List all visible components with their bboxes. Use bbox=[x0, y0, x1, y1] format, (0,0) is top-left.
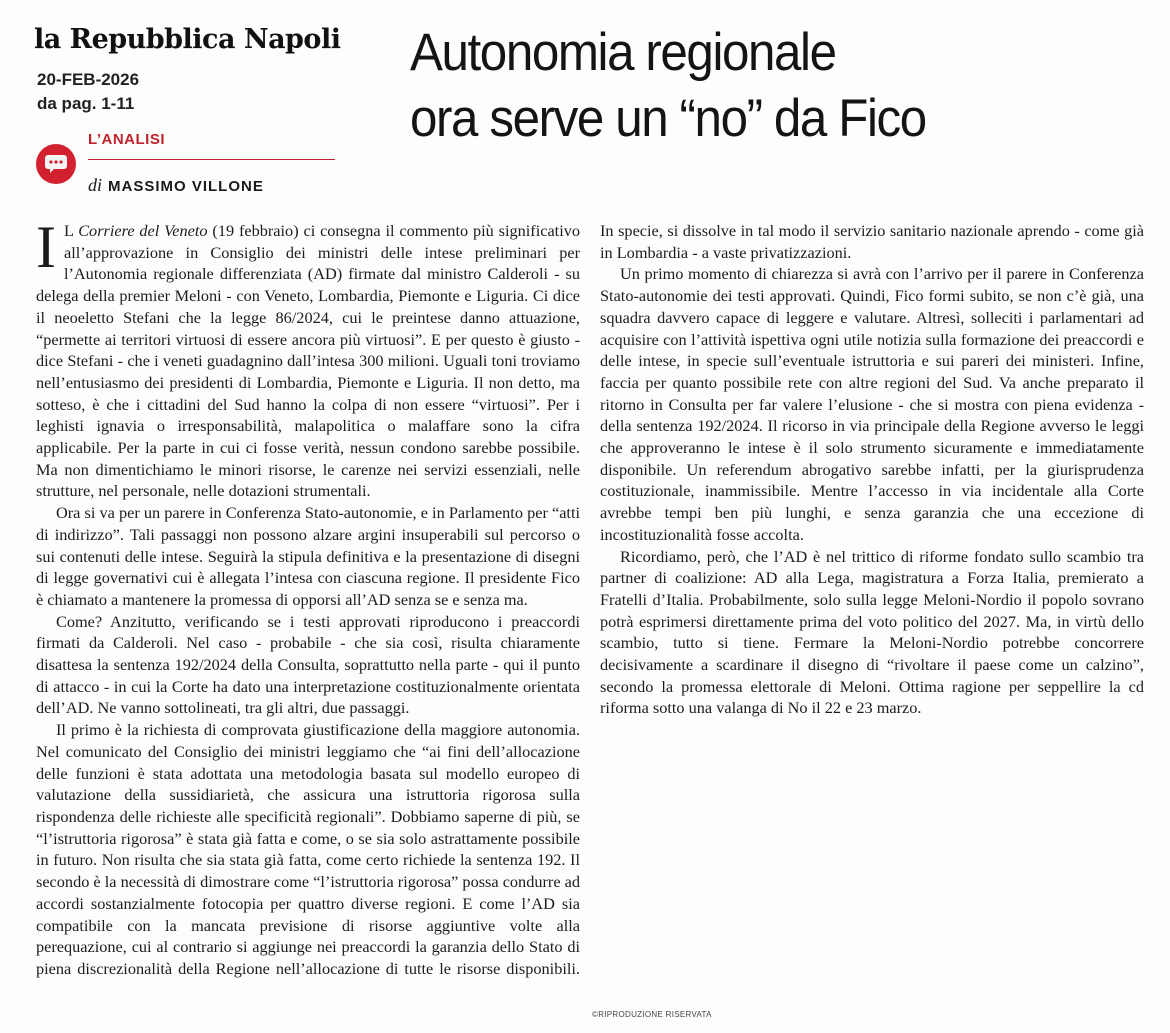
paragraph-5: Un primo momento di chiarezza si avrà con l’arrivo per il parere in Conferenza Stato-autonomie dei testi approvati. Quindi, Fico formi subito, se non c’è già, una squadra davvero capace di leggere e valutare. Altresì, solleciti i parlamentari ad acquisire con l’attività ispettiva ogni utile notizia sulla formazione dei preaccordi e delle intese, in specie sull’eventuale istruttoria e sui pareri dei ministeri. Infine, faccia per quanto possibile rete con altre regioni del Sud. Va anche preparato il ritorno in Consulta per far valere l’elusione - che si mostra con piena evidenza - della sentenza 192/2024. Il ricorso in via principale della Regione avverso le leggi che approveranno le intese è il solo strumento sicuramente e immediatamente disponibile. Un referendum abrogativo sarebbe infatti, per la giurisprudenza costituzionale, inammissibile. Mentre l’accesso in via incidentale alla Corte avrebbe tempi ben più lunghi, e senza garanzia che una eccezione di incostituzionalità fosse accolta. bbox=[600, 264, 1144, 544]
publication-date: 20-FEB-2026 bbox=[37, 70, 140, 89]
masthead: la Repubblica Napoli bbox=[34, 24, 341, 55]
section-label: L’ANALISI bbox=[88, 131, 166, 148]
article-body bbox=[36, 214, 1144, 1002]
drop-cap: I bbox=[36, 214, 56, 280]
paragraph-6: Ricordiamo, però, che l’AD è nel trittico di riforme fondato sullo scambio tra partner di coalizione: AD alla Lega, magistratura a Forza Italia, premierato a Fratelli d’Italia. Probabilmente, solo sulla legge Meloni-Nordio il popolo sovrano potrà esprimersi direttamente prima del voto politico del 2027. Ma, in virtù dello scambio, tutto si tiene. Fermare la Meloni-Nordio potrebbe concorrere decisivamente a scardinare il disegno di “rivoltare il paese come un calzino”, secondo la promessa elettorale di Meloni. Ottima ragione per seppellire la cd riforma sotto una valanga di No il 22 e 23 marzo. bbox=[600, 546, 1144, 718]
paragraph-4: Il primo è la richiesta di comprovata giustificazione della maggiore autonomia. Nel comunicato del Consiglio dei ministri leggiamo che “ai fini dell’allocazione delle funzioni è stata adottata una metodologia basata sul modello europeo di valutazione della sussidiarietà, che assicura una istruttoria rigorosa sulla rispondenza delle richieste alle specificità regionali”. Dobbiamo saperne di più, se “l’istruttoria rigorosa” è stata già fatta e come, o se sia solo astrattamente possibile in futuro. Non risulta che sia stata già fatta, come certo richiede la sentenza 192. Il secondo è la necessità di dimostrare come “l’istruttoria rigorosa” possa condurre ad accordi sostanzialmente fotocopia per quattro diverse regioni. E come l’AD sia compatibile con la mancata previsione di risorse aggiuntive volte alla perequazione, cui al contrario si aggiunge nei preaccordi la garanzia dello Stato di piena discrezionalità della Regione nell’allocazione di tutte le risorse disponibili. In specie, si dissolve in tal modo il servizio sanitario nazionale aprendo - come già in Lombardia - a vaste privatizzazioni. bbox=[36, 221, 1144, 978]
headline-line-2: ora serve un “no” da Fico bbox=[410, 89, 926, 148]
page-reference: da pag. 1-11 bbox=[37, 94, 135, 113]
paragraph-2: Ora si va per un parere in Conferenza Stato-autonomie, e in Parlamento per “atti di indirizzo”. Tali passaggi non possono alzare argini insuperabili sul percorso o sui contenuti delle intese. Seguirà la stipula definitiva e la presentazione di disegni di legge governativi cui è allegata l’intesa con ciascuna regione. Il presidente Fico è chiamato a mantenere la promessa di opporsi all’AD senza se e senza ma. bbox=[36, 503, 580, 609]
copyright-notice: ©RIPRODUZIONE RISERVATA bbox=[592, 1010, 712, 1019]
paragraph-1-lead: L bbox=[63, 221, 79, 240]
paragraph-3: Come? Anzitutto, verificando se i testi approvati riproducono i preaccordi firmati da Calderoli. Nel caso - probabile - che sia così, risulta chiaramente disattesa la sentenza 192/2024 della Consulta, soprattutto nella parte - qui il punto di attacco - in cui la Corte ha dato una interpretazione costituzionalmente orientata dell’AD. Ne vanno sottolineati, tra gli altri, due passaggi. bbox=[36, 611, 580, 718]
article-header bbox=[0, 0, 1170, 205]
section-divider bbox=[88, 159, 335, 160]
paragraph-1 bbox=[36, 214, 581, 502]
speech-bubble-icon bbox=[36, 144, 76, 184]
headline-line-1: Autonomia regionale bbox=[410, 23, 836, 82]
author-name: MASSIMO VILLONE bbox=[108, 178, 264, 195]
byline-prefix: di bbox=[88, 175, 103, 195]
byline bbox=[88, 175, 264, 196]
newspaper-name: Corriere del Veneto bbox=[78, 221, 208, 240]
paragraph-1-text: (19 febbraio) ci consegna il commento più significativo all’approvazione in Consiglio dei ministri delle intese preliminari per l’Autonomia regionale differenziata (AD) firmate dal ministro Calderoli - su delega della premier Meloni - con Veneto, Lombardia, Piemonte e Liguria. Ci dice il neoeletto Stefani che la legge 86/2024, cui le preintese danno attuazione, “permette ai territori virtuosi di essere ancora più virtuosi”. E per questo è giusto - dice Stefani - che i veneti guadagnino dall’intesa 300 milioni. Uguali toni troviamo nell’entusiasmo dei presidenti di Lombardia, Piemonte e Liguria. Il non detto, ma sotteso, è che i cittadini del Sud hanno la colpa di non essere “virtuosi”. Per i leghisti ignavia o irresponsabilità, malapolitica o malaffare sono la cifra applicabile. Per la parte in cui ci fosse verità, nessun condono sarebbe possibile. Ma non dimentichiamo le minori risorse, le carenze nei servizi essenziali, nelle strutture, nel personale, nelle dotazioni strumentali. bbox=[36, 221, 581, 501]
headline bbox=[410, 20, 1098, 152]
